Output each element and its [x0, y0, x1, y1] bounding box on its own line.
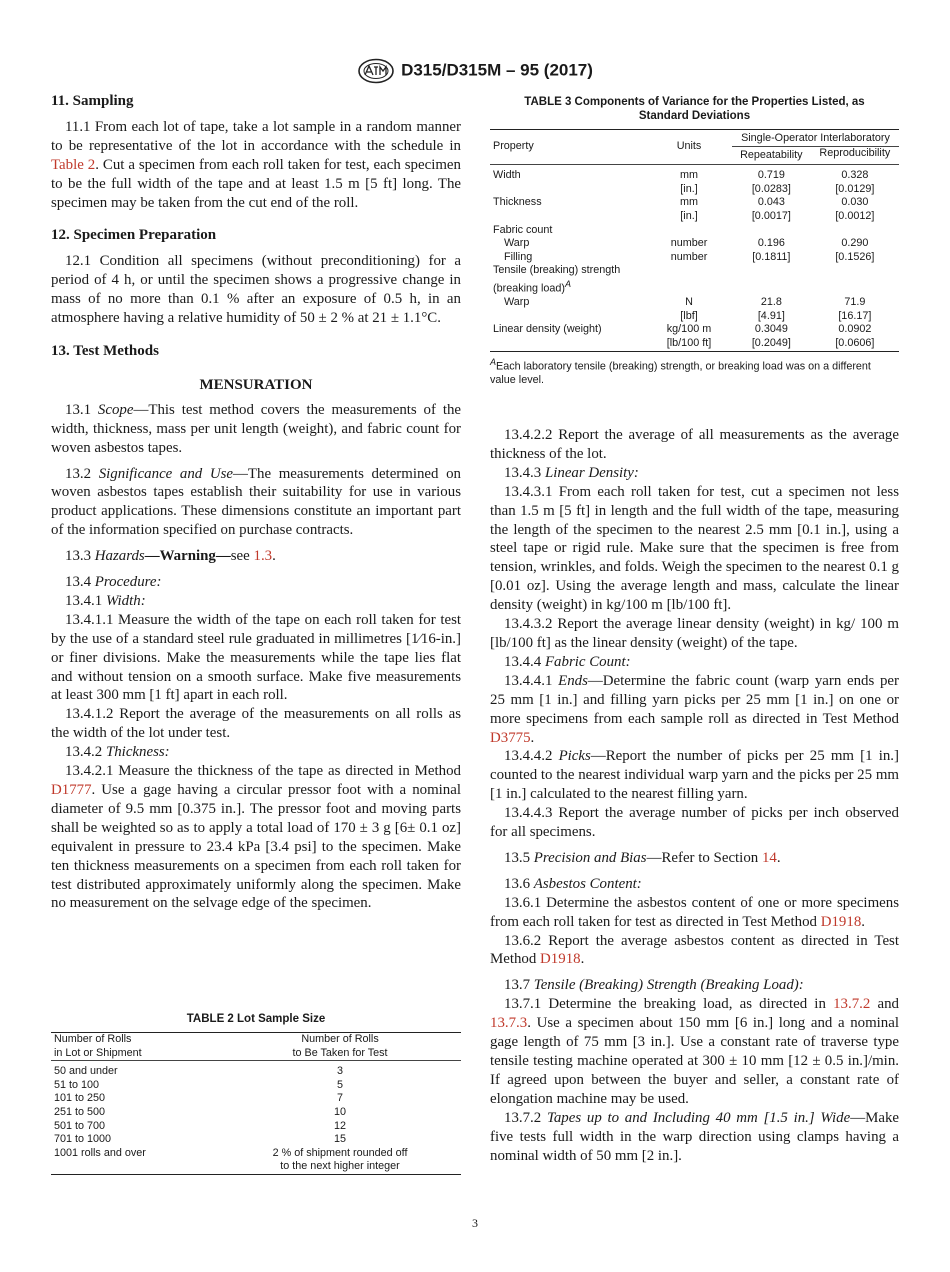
paragraph-13-4-4: 13.4.4 Fabric Count: — [504, 653, 631, 670]
table-2 — [51, 1012, 461, 1175]
section-heading-test-methods: 13. Test Methods — [51, 342, 159, 359]
table-row: Warp N 21.8 71.9 — [504, 296, 866, 309]
table-header: to Be Taken for Test — [292, 1046, 388, 1059]
link-table-2[interactable]: Table 2 — [51, 156, 96, 173]
table-row: (breaking load)$^A$ — [493, 278, 572, 295]
table-2-caption: TABLE 2 Lot Sample Size — [186, 1013, 326, 1025]
link-13-7-3[interactable]: 13.7.3 — [490, 1015, 528, 1032]
table-2-grid — [51, 1032, 461, 1175]
paragraph-11-1: 11.1 From each lot of tape, take a lot sample in a random manner to be representative of the lot in accordance with the schedule in Table 2. Cut a specimen from each roll taken for test, each specimen to be the full width of the tape and at least 1.5 m [5 ft] long. The specimen may be taken from the cut end of the roll. — [51, 118, 461, 211]
table-row: Filling number [0.1811] [0.1526] — [504, 250, 875, 263]
paragraph-13-4-4-3: 13.4.4.3 Report the average number of picks per inch observed for all specimens. — [490, 805, 899, 841]
paragraph-13-1: 13.1 Scope—This test method covers the measurements of the width, thickness, mass per unit length (weight), and fabric count for woven asbestos tapes. — [51, 401, 462, 456]
paragraph-13-4-2-1: 13.4.2.1 Measure the thickness of the tape as directed in Method D1777. Use a gage having a circular pressor foot with a nominal diameter of 9.5 mm [0.375 in.]. The pressor foot and moving parts shall be weighted so as to apply a total load of 170 ± 3 g [6± 0.1 oz] equivalent in pressure to 23.4 kPa [3.4 psi] to the specimen. Make ten thickness measurements on a specimen from each roll taken for test distributed approximately uniformly along the specimen. Make no measurement on the selvage edge of the specimen. — [51, 763, 461, 912]
paragraph-13-7: 13.7 Tensile (Breaking) Strength (Breaking Load): — [504, 977, 804, 994]
table-row: Fabric count — [493, 223, 553, 236]
section-heading-sampling: 11. Sampling — [51, 93, 134, 109]
page-number: 3 — [472, 1216, 478, 1230]
paragraph-13-4-3-2: 13.4.3.2 Report the average linear density (weight) in kg/ 100 m [lb/100 ft] as the linear density (weight) of the tape. — [490, 616, 899, 651]
table-header: in Lot or Shipment — [54, 1046, 142, 1059]
paragraph-13-6: 13.6 Asbestos Content: — [504, 875, 642, 892]
link-d3775[interactable]: D3775 — [490, 729, 531, 746]
page-header — [0, 58, 950, 84]
paragraph-13-4-3: 13.4.3 Linear Density: — [504, 464, 639, 481]
paragraph-13-4-1: 13.4.1 Width: — [65, 592, 146, 609]
link-d1918[interactable]: D1918 — [540, 951, 581, 968]
paragraph-13-4-2-2: 13.4.2.2 Report the average of all measurements as the average thickness of the lot. — [490, 427, 899, 462]
paragraph-13-7-2: 13.7.2 Tapes up to and Including 40 mm [1.5 in.] Wide—Make five tests full width in the warp direction using clamps having a nominal width of 50 mm [2 in.]. — [490, 1109, 899, 1164]
table-row: Tensile (breaking) strength — [493, 264, 621, 277]
link-1-3[interactable]: 1.3 — [253, 548, 273, 565]
paragraph-13-4-3-1: 13.4.3.1 From each roll taken for test, cut a specimen not less than 1.5 m [5 ft] in length and the full width of the tape, measuring the length of the specimen to the nearest 2.5 mm [0.1 in.], using a steel tape or rigid rule. Make sure that the specimen is free from tension, wrinkles, and folds. Weigh the specimen to the nearest 0.1 g [0.01 oz]. Using the average length and mass, calculate the linear density (weight) in kg/100 m [lb/100 ft]. — [490, 483, 899, 614]
table-row: Linear density (weight) kg/100 m 0.3049 0.0902 — [493, 323, 872, 336]
table-row: [lb/100 ft] [0.2049] [0.0606] — [490, 337, 899, 351]
table-row: 1001 rolls and over 2 % of shipment rounded off — [54, 1146, 408, 1159]
paragraph-13-3: 13.3 Hazards—Warning—see 1.3. — [65, 548, 276, 565]
table-row: 501 to 700 12 — [54, 1119, 347, 1132]
table-row: [in.] [0.0017] [0.0012] — [680, 209, 875, 222]
table-header: Property — [493, 140, 534, 153]
paragraph-13-4-4-2: 13.4.4.2 Picks—Report the number of picks per 25 mm [1 in.] counted to the nearest individual warp yarn and the picks per 25 mm [1 in.] calculated to the nearest filling yarn. — [490, 748, 899, 803]
astm-logo-icon — [357, 58, 395, 84]
table-header: Number of Rolls — [301, 1033, 379, 1045]
paragraph-13-4-1-2: 13.4.1.2 Report the average of the measurements on all rolls as the width of the lot under test. — [51, 706, 461, 742]
table-3-caption: TABLE 3 Components of Variance for the Properties Listed, as Standard Deviations — [524, 96, 865, 122]
table-3 — [490, 95, 899, 387]
table-header: Repeatability — [740, 148, 803, 161]
table-3-footnote: $^A$Each laboratory tensile (breaking) strength, or breaking load was on a different value level. — [490, 356, 871, 386]
table-row: 101 to 250 7 — [54, 1092, 344, 1105]
paragraph-13-2: 13.2 Significance and Use—The measurements determined on woven asbestos tapes establish their suitability for use in various product applications. These dimensions constitute an important part of the information specified on purchase contracts. — [51, 465, 461, 539]
paragraph-13-7-1: 13.7.1 Determine the breaking load, as directed in 13.7.2 and 13.7.3. Use a specimen about 150 mm [6 in.] long and a nominal gage length of 75 mm [3 in.]. Use a constant rate of traverse type tensile testing machine operated at 300 ± 10 mm [12 ± 0.5 in.]/min. If agreed upon between the buyer and seller, a constant rate of elongation machine may be used. — [490, 996, 899, 1107]
section-heading-specimen-preparation: 12. Specimen Preparation — [51, 227, 217, 244]
table-row: [in.] [0.0283] [0.0129] — [680, 182, 875, 195]
table-header: Number of Rolls — [54, 1033, 132, 1045]
table-row: [lbf] [4.91] [16.17] — [680, 309, 872, 322]
link-13-7-2[interactable]: 13.7.2 — [833, 996, 871, 1013]
link-d1918[interactable]: D1918 — [820, 913, 862, 930]
table-3-grid — [490, 129, 899, 352]
paragraph-13-4-1-1: 13.4.1.1 Measure the width of the tape on each roll taken for test by the use of a standard steel rule graduated in millimetres [1⁄16-in.] or finer divisions. Make the measurements while the tape lies flat and without tension on a smooth surface. Make five measurements at least 300 mm [1 ft] apart in each roll. — [51, 611, 461, 704]
paragraph-13-6-2: 13.6.2 Report the average asbestos content as directed in Test Method D1918. — [490, 932, 899, 968]
table-row: Warp number 0.196 0.290 — [504, 237, 869, 250]
left-column — [51, 92, 461, 913]
table-row: Width mm 0.719 0.328 — [493, 169, 869, 182]
paragraph-13-4: 13.4 Procedure: — [65, 574, 162, 591]
table-row: Thickness mm 0.043 0.030 — [493, 196, 869, 209]
table-row: 50 and under 3 — [54, 1065, 344, 1078]
subheading-mensuration: MENSURATION — [199, 376, 313, 393]
table-header: Units — [676, 140, 702, 153]
paragraph-13-4-4-1: 13.4.4.1 Ends—Determine the fabric count (warp yarn ends per 25 mm [1 in.] and filling yarn picks per 25 mm [1 in.] on one or more specimens from each sample roll as directed in Test Method D3775. — [490, 672, 899, 746]
paragraph-13-6-1: 13.6.1 Determine the asbestos content of one or more specimens from each roll taken for test as directed in Test Method D1918. — [490, 894, 899, 930]
table-row: 701 to 1000 15 — [54, 1133, 347, 1146]
paragraph-12-1: 12.1 Condition all specimens (without preconditioning) for a period of 4 h, or until the specimen shows a progressive change in mass of no more than 0.1 % after an exposure of 0.5 h, in an atmosphere having a relative humidity of 50 ± 2 % at 21 ± 1.1°C. — [51, 253, 461, 327]
right-column — [490, 426, 899, 1165]
table-row: to the next higher integer — [51, 1160, 461, 1174]
link-d1777[interactable]: D1777 — [51, 782, 92, 798]
paragraph-13-5: 13.5 Precision and Bias—Refer to Section 14. — [504, 849, 781, 866]
table-header: Reproducibility — [819, 146, 891, 159]
table-row: 51 to 100 5 — [54, 1078, 344, 1091]
paragraph-13-4-2: 13.4.2 Thickness: — [65, 744, 170, 761]
link-section-14[interactable]: 14 — [761, 849, 777, 866]
designation: D315/D315M – 95 (2017) — [401, 60, 593, 80]
table-row: 251 to 500 10 — [54, 1105, 347, 1118]
table-header: Single-Operator Interlaboratory — [732, 130, 899, 147]
